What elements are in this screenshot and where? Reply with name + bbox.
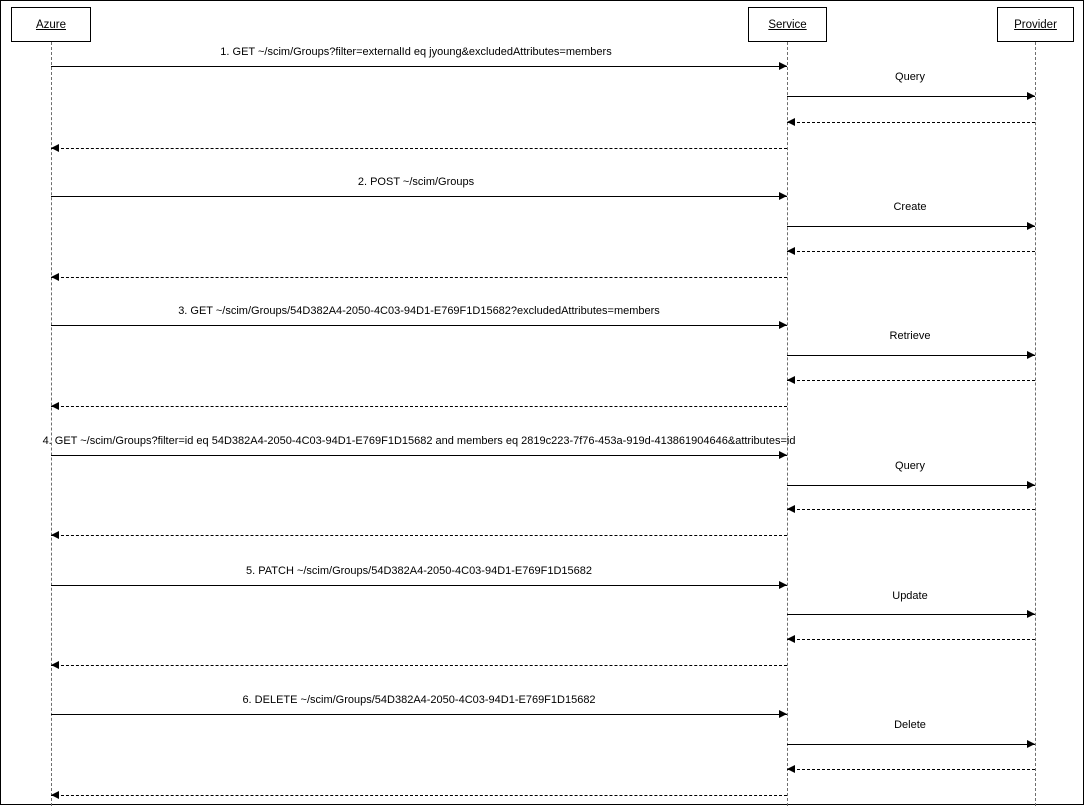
message-label-m14: Query: [895, 460, 925, 472]
message-line-m13: [51, 455, 787, 456]
arrowhead-m5: [779, 192, 787, 200]
message-label-m5: 2. POST ~/scim/Groups: [357, 176, 475, 188]
arrowhead-m9: [779, 321, 787, 329]
message-line-m15: [787, 509, 1035, 510]
message-label-m22: Delete: [894, 719, 926, 731]
actor-label: Service: [768, 18, 807, 31]
arrowhead-m23: [787, 765, 795, 773]
provider-lifeline: [1035, 42, 1036, 806]
service-lifeline: [787, 42, 788, 806]
message-line-m10: [787, 355, 1035, 356]
message-line-m1: [51, 66, 787, 67]
message-label-m18: Update: [892, 590, 928, 602]
arrowhead-m6: [1027, 222, 1035, 230]
message-label-m1: 1. GET ~/scim/Groups?filter=externalId eq jyoung&excludedAttributes=members: [220, 46, 612, 58]
message-line-m19: [787, 639, 1035, 640]
arrowhead-m16: [51, 531, 59, 539]
message-label-m10: Retrieve: [889, 330, 931, 342]
message-line-m7: [787, 251, 1035, 252]
actor-box-service[interactable]: [748, 7, 827, 42]
message-line-m16: [51, 535, 787, 536]
message-line-m12: [51, 406, 787, 407]
arrowhead-m22: [1027, 740, 1035, 748]
message-label-m6: Create: [893, 201, 927, 213]
message-label-m2: Query: [895, 71, 925, 83]
arrowhead-m13: [779, 451, 787, 459]
message-line-m11: [787, 380, 1035, 381]
message-line-m20: [51, 665, 787, 666]
message-label-m9: 3. GET ~/scim/Groups/54D382A4-2050-4C03-94D1-E769F1D15682?excludedAttributes=members: [178, 305, 660, 317]
arrowhead-m10: [1027, 351, 1035, 359]
arrowhead-m21: [779, 710, 787, 718]
arrowhead-m14: [1027, 481, 1035, 489]
message-label-m17: 5. PATCH ~/scim/Groups/54D382A4-2050-4C03-94D1-E769F1D15682: [246, 565, 592, 577]
arrowhead-m7: [787, 247, 795, 255]
arrowhead-m2: [1027, 92, 1035, 100]
arrowhead-m12: [51, 402, 59, 410]
message-line-m2: [787, 96, 1035, 97]
message-label-m21: 6. DELETE ~/scim/Groups/54D382A4-2050-4C03-94D1-E769F1D15682: [242, 694, 596, 706]
actor-label: Provider: [1014, 18, 1057, 31]
arrowhead-m11: [787, 376, 795, 384]
arrowhead-m8: [51, 273, 59, 281]
message-line-m6: [787, 226, 1035, 227]
arrowhead-m4: [51, 144, 59, 152]
message-line-m8: [51, 277, 787, 278]
message-line-m9: [51, 325, 787, 326]
message-line-m21: [51, 714, 787, 715]
arrowhead-m24: [51, 791, 59, 799]
message-line-m18: [787, 614, 1035, 615]
actor-box-provider[interactable]: [997, 7, 1074, 42]
arrowhead-m17: [779, 581, 787, 589]
azure-lifeline: [51, 42, 52, 806]
actor-label: Azure: [35, 18, 67, 31]
message-label-m13: 4. GET ~/scim/Groups?filter=id eq 54D382A4-2050-4C03-94D1-E769F1D15682 and members eq 2819c223-7f76-453a-919d-413861904646&attributes=id: [42, 435, 796, 447]
arrowhead-m18: [1027, 610, 1035, 618]
message-line-m5: [51, 196, 787, 197]
message-line-m4: [51, 148, 787, 149]
message-line-m23: [787, 769, 1035, 770]
message-line-m17: [51, 585, 787, 586]
actor-box-azure[interactable]: [11, 7, 91, 42]
message-line-m22: [787, 744, 1035, 745]
arrowhead-m19: [787, 635, 795, 643]
message-line-m3: [787, 122, 1035, 123]
message-line-m14: [787, 485, 1035, 486]
message-line-m24: [51, 795, 787, 796]
arrowhead-m20: [51, 661, 59, 669]
arrowhead-m15: [787, 505, 795, 513]
arrowhead-m3: [787, 118, 795, 126]
arrowhead-m1: [779, 62, 787, 70]
